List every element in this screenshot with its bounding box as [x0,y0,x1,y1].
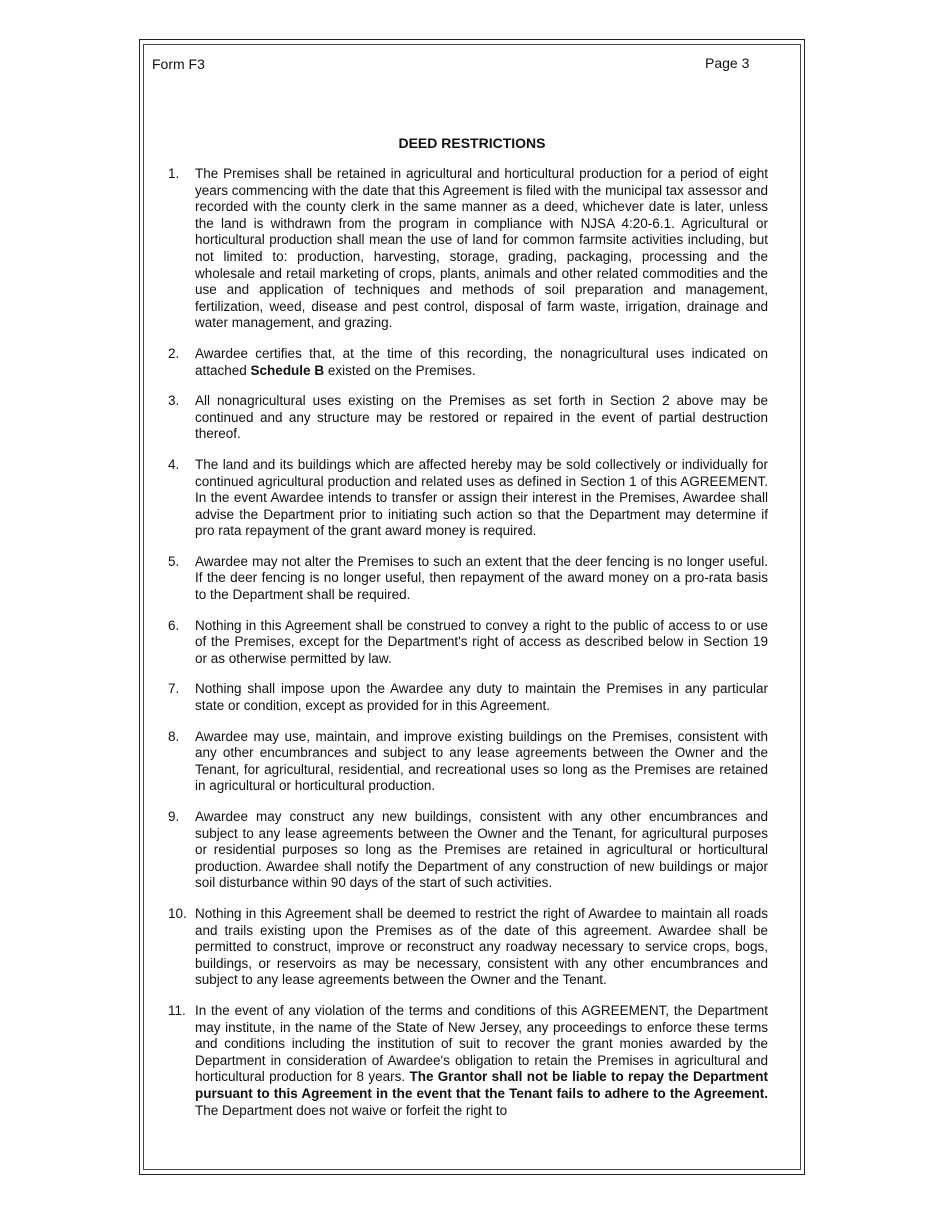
restriction-item-11 [168,1003,768,1119]
page-number: Page 3 [705,55,750,71]
item-text-part: existed on the Premises. [324,362,476,378]
item-text: Awardee may construct any new buildings, consistent with any other encumbrances and subject to any lease agreements between the Owner and the Tenant, for agricultural purposes or residential purposes so long as the Premises are retained in agricultural or horticultural production. Awardee shall notify the Department of any construction of new buildings or major soil disturbance within 90 days of the start of such activities. [195,809,768,891]
item-text [195,1003,768,1119]
restriction-item-7 [168,681,768,714]
item-number: 11. [168,1002,186,1018]
item-text: All nonagricultural uses existing on the Premises as set forth in Section 2 above may be continued and any structure may be restored or repaired in the event of partial destruction thereof. [195,393,768,442]
item-text [195,346,768,379]
restriction-item-4 [168,457,768,540]
item-text-part: The Department does not waive or forfeit the right to [195,1102,508,1118]
restriction-item-1 [168,166,768,332]
item-number: 8. [168,728,180,744]
item-text-part: In the event of any violation of the terms and conditions of this AGREEMENT, the Department may institute, in the name of the State of New Jersey, any proceedings to enforce these terms and conditions including the institution of suit to recover the grant monies awarded by the Department in consideration of Awardee's obligation to retain the Premises in agricultural and horticultural production for 8 years. [195,1002,768,1085]
item-number: 1. [168,166,180,181]
restriction-item-6 [168,618,768,668]
item-text: Nothing in this Agreement shall be deemed to restrict the right of Awardee to maintain all roads and trails existing upon the Premises as of the date of this agreement. Awardee shall be permitted to construct, improve or reconstruct any roadway necessary to service crops, bogs, buildings, or reservoirs as may be necessary, consistent with any other encumbrances and subject to any lease agreements between the Owner and the Tenant. [195,905,768,988]
restrictions-list [168,166,768,1133]
restriction-item-10 [168,906,768,989]
item-number: 6. [168,617,180,633]
item-text: The land and its buildings which are affected hereby may be sold collectively or individually for continued agricultural production and related uses as defined in Section 1 of this AGREEMENT. In the event Awardee intends to transfer or assign their interest in the Premises, Awardee shall advise the Department prior to initiating such action so that the Department may determine if pro rata repayment of the grant award money is required. [195,456,768,539]
item-number: 9. [168,809,180,824]
restriction-item-9 [168,809,768,892]
document-title: DEED RESTRICTIONS [398,135,546,151]
item-text: The Premises shall be retained in agricultural and horticultural production for a period of eight years commencing with the date that this Agreement is filed with the municipal tax assessor and recorded with the county clerk in the same manner as a deed, whichever date is later, unless the land is withdrawn from the program in compliance with NJSA 4:20-6.1. Agricultural or horticultural production shall mean the use of land for common farmsite activities including, but not limited to: production, harvesting, storage, grading, packaging, processing and the wholesale and retail marketing of crops, plants, animals and other related commodities and the use and application of techniques and methods of soil preparation and management, fertilization, weed, disease and pest control, disposal of farm waste, irrigation, drainage and water management, and grazing. [195,166,768,331]
item-text: Awardee may use, maintain, and improve existing buildings on the Premises, consistent with any other encumbrances and subject to any lease agreements between the Owner and the Tenant, for agricultural, residential, and recreational uses so long as the Premises are retained in agricultural or horticultural production. [195,728,768,794]
item-text-part: Awardee certifies that, at the time of this recording, the nonagricultural uses indicated on attached [195,345,768,378]
item-number: 10. [168,905,187,921]
item-number: 2. [168,345,180,361]
item-number: 7. [168,681,180,697]
grantor-liability-clause: The Grantor shall not be liable to repay the Department pursuant to this Agreement in the event that the Tenant fails to adhere to the Agreement. [195,1069,768,1101]
item-text: Awardee may not alter the Premises to such an extent that the deer fencing is no longer useful. If the deer fencing is no longer useful, then repayment of the award money on a pro-rata basis to the Department shall be required. [195,553,768,603]
form-label: Form F3 [152,56,205,72]
item-number: 4. [168,456,180,472]
item-number: 5. [168,553,180,569]
item-text: Nothing shall impose upon the Awardee any duty to maintain the Premises in any particular state or condition, except as provided for in this Agreement. [195,681,768,714]
restriction-item-8 [168,729,768,795]
item-number: 3. [168,393,180,409]
restriction-item-5 [168,554,768,604]
item-text: Nothing in this Agreement shall be construed to convey a right to the public of access to or use of the Premises, except for the Department's right of access as described below in Section 19 or as otherwise permitted by law. [195,617,768,666]
restriction-item-3 [168,393,768,443]
restriction-item-2 [168,346,768,379]
schedule-b-reference: Schedule B [250,362,325,378]
